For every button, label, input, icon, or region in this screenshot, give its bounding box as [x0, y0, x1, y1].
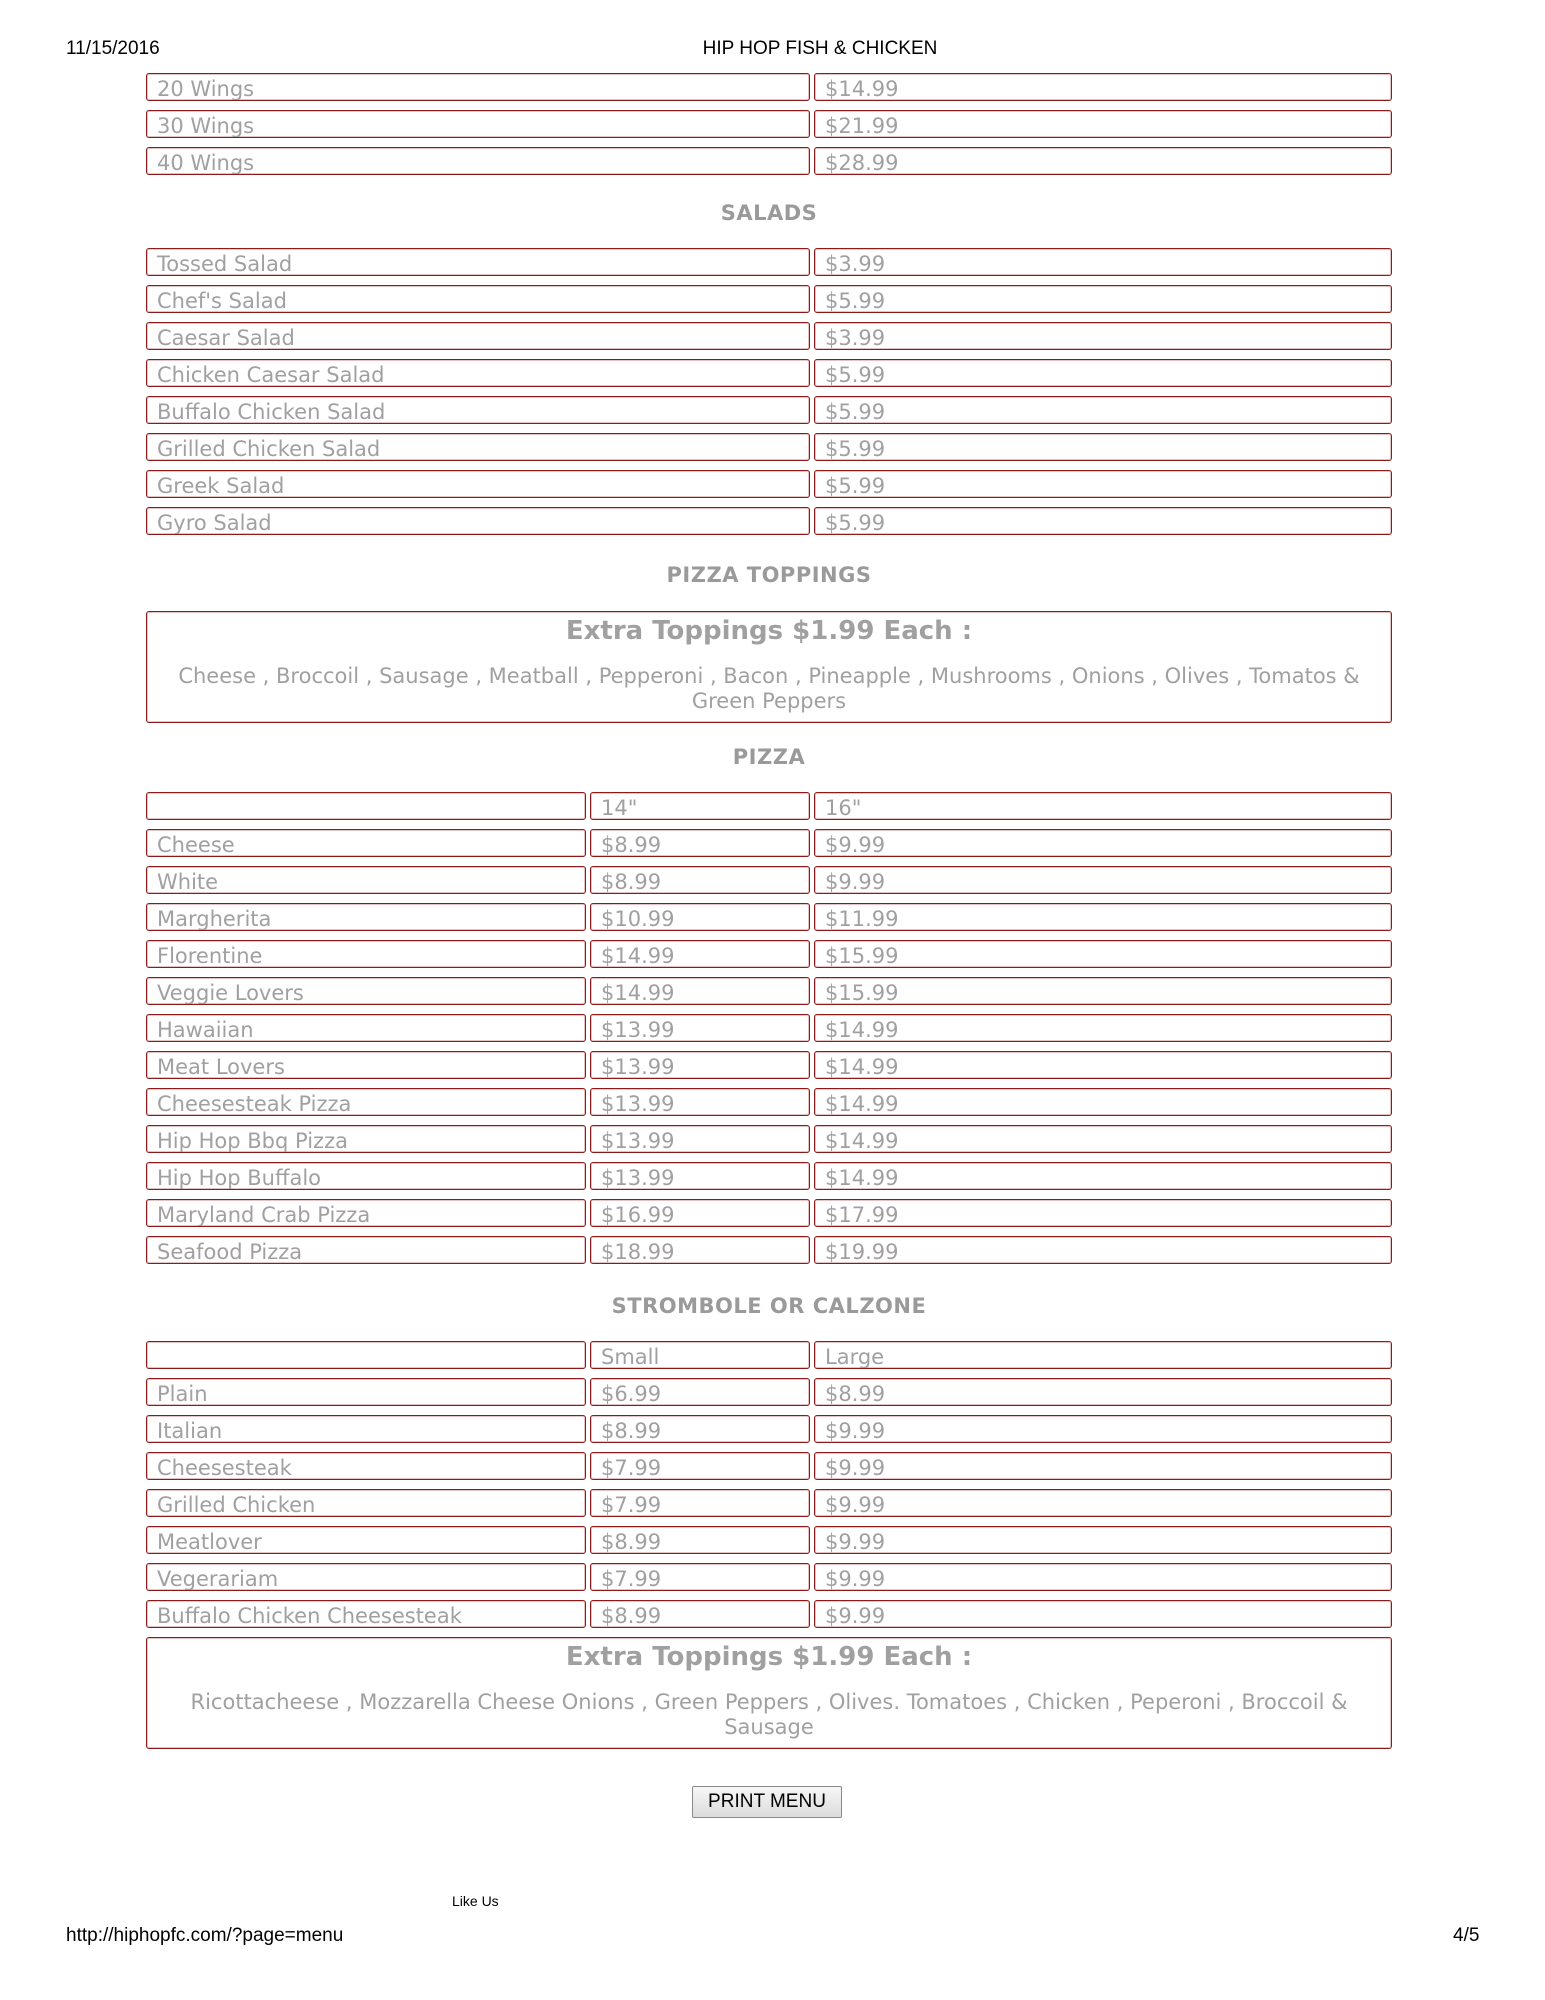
table-row	[146, 1014, 1392, 1048]
item-name: Greek Salad	[146, 470, 810, 498]
table-row	[146, 73, 1392, 107]
table-row	[146, 322, 1392, 356]
item-name: Gyro Salad	[146, 507, 810, 535]
item-price-large: $9.99	[814, 866, 1392, 894]
item-price-small: $18.99	[590, 1236, 810, 1264]
print-menu-button[interactable]: PRINT MENU	[692, 1786, 842, 1818]
table-row	[146, 396, 1392, 430]
item-price: $28.99	[814, 147, 1392, 175]
item-name: 40 Wings	[146, 147, 810, 175]
item-price: $5.99	[814, 507, 1392, 535]
item-name: Florentine	[146, 940, 586, 968]
item-name: Hip Hop Buffalo	[146, 1162, 586, 1190]
item-price: $3.99	[814, 248, 1392, 276]
item-price-large: $19.99	[814, 1236, 1392, 1264]
stromboli-title: STROMBOLE OR CALZONE	[611, 1294, 927, 1318]
item-price: $5.99	[814, 433, 1392, 461]
table-row	[146, 433, 1392, 467]
item-price-small: $13.99	[590, 1014, 810, 1042]
table-row	[146, 903, 1392, 937]
item-price-large: $9.99	[814, 1600, 1392, 1628]
item-price-small: $7.99	[590, 1563, 810, 1591]
item-name: Veggie Lovers	[146, 977, 586, 1005]
item-price-small: $7.99	[590, 1452, 810, 1480]
toppings-heading: Extra Toppings $1.99 Each :	[565, 1642, 973, 1672]
item-price-large: $9.99	[814, 829, 1392, 857]
item-price-large: $9.99	[814, 1563, 1392, 1591]
item-name: Cheesesteak	[146, 1452, 586, 1480]
item-price: $5.99	[814, 396, 1392, 424]
item-name: Plain	[146, 1378, 586, 1406]
item-name: Chef's Salad	[146, 285, 810, 313]
pizza-title: PIZZA	[732, 745, 806, 769]
like-us-link[interactable]: Like Us	[452, 1893, 499, 1909]
item-price-large: $9.99	[814, 1526, 1392, 1554]
table-row	[146, 940, 1392, 974]
item-name: Caesar Salad	[146, 322, 810, 350]
item-name: Meatlover	[146, 1526, 586, 1554]
table-row	[146, 1088, 1392, 1122]
table-row	[146, 1051, 1392, 1085]
item-price: $21.99	[814, 110, 1392, 138]
size-large-header: Large	[814, 1341, 1392, 1369]
item-name: Grilled Chicken Salad	[146, 433, 810, 461]
item-name: Hip Hop Bbq Pizza	[146, 1125, 586, 1153]
item-name: Cheese	[146, 829, 586, 857]
item-name: 30 Wings	[146, 110, 810, 138]
item-price-small: $8.99	[590, 1526, 810, 1554]
item-name: Seafood Pizza	[146, 1236, 586, 1264]
print-page-number: 4/5	[1453, 1925, 1480, 1946]
item-name: Buffalo Chicken Salad	[146, 396, 810, 424]
item-price-large: $9.99	[814, 1415, 1392, 1443]
item-name: 20 Wings	[146, 73, 810, 101]
table-row	[146, 507, 1392, 541]
item-price: $5.99	[814, 470, 1392, 498]
item-price-large: $14.99	[814, 1125, 1392, 1153]
item-price: $14.99	[814, 73, 1392, 101]
table-row	[146, 248, 1392, 282]
table-row	[146, 1415, 1392, 1449]
table-row	[146, 110, 1392, 144]
empty-header-cell	[146, 1341, 586, 1369]
item-name: Chicken Caesar Salad	[146, 359, 810, 387]
table-row	[146, 359, 1392, 393]
item-name: Cheesesteak Pizza	[146, 1088, 586, 1116]
item-price: $5.99	[814, 285, 1392, 313]
table-row	[146, 1489, 1392, 1523]
table-row	[146, 829, 1392, 863]
item-price: $5.99	[814, 359, 1392, 387]
pizza-toppings-box	[146, 611, 1392, 723]
table-header-row	[146, 792, 1392, 826]
size-small-header: Small	[590, 1341, 810, 1369]
item-name: Vegerariam	[146, 1563, 586, 1591]
item-price-large: $14.99	[814, 1014, 1392, 1042]
item-price-small: $14.99	[590, 940, 810, 968]
item-price: $3.99	[814, 322, 1392, 350]
table-row	[146, 977, 1392, 1011]
item-name: Tossed Salad	[146, 248, 810, 276]
table-row	[146, 1162, 1392, 1196]
item-price-small: $16.99	[590, 1199, 810, 1227]
item-price-small: $8.99	[590, 1600, 810, 1628]
item-name: Italian	[146, 1415, 586, 1443]
table-row	[146, 470, 1392, 504]
table-header-row	[146, 1341, 1392, 1375]
item-name: Hawaiian	[146, 1014, 586, 1042]
table-row	[146, 866, 1392, 900]
toppings-list: Cheese , Broccoil , Sausage , Meatball , Pepperoni , Bacon , Pineapple , Mushrooms , Onions , Olives , Tomatos & Green Peppers	[178, 664, 1360, 713]
item-name: Margherita	[146, 903, 586, 931]
item-price-small: $6.99	[590, 1378, 810, 1406]
item-price-large: $9.99	[814, 1489, 1392, 1517]
item-price-small: $8.99	[590, 1415, 810, 1443]
print-page-title: HIP HOP FISH & CHICKEN	[702, 38, 938, 59]
table-row	[146, 1600, 1392, 1634]
item-price-large: $9.99	[814, 1452, 1392, 1480]
item-price-large: $17.99	[814, 1199, 1392, 1227]
print-url: http://hiphopfc.com/?page=menu	[66, 1925, 344, 1946]
table-row	[146, 1452, 1392, 1486]
item-name: Meat Lovers	[146, 1051, 586, 1079]
size-large-header: 16"	[814, 792, 1392, 820]
item-name: Maryland Crab Pizza	[146, 1199, 586, 1227]
stromboli-toppings-box	[146, 1637, 1392, 1749]
pizza-toppings-title: PIZZA TOPPINGS	[666, 563, 872, 587]
item-price-large: $15.99	[814, 977, 1392, 1005]
item-price-small: $13.99	[590, 1051, 810, 1079]
salads-title: SALADS	[720, 201, 818, 225]
table-row	[146, 1199, 1392, 1233]
item-price-small: $14.99	[590, 977, 810, 1005]
table-row	[146, 1526, 1392, 1560]
item-name: Buffalo Chicken Cheesesteak	[146, 1600, 586, 1628]
item-price-large: $11.99	[814, 903, 1392, 931]
item-price-small: $13.99	[590, 1125, 810, 1153]
item-price-large: $8.99	[814, 1378, 1392, 1406]
empty-header-cell	[146, 792, 586, 820]
item-price-small: $13.99	[590, 1162, 810, 1190]
table-row	[146, 1563, 1392, 1597]
item-price-small: $8.99	[590, 866, 810, 894]
print-date: 11/15/2016	[66, 38, 160, 59]
item-price-large: $14.99	[814, 1051, 1392, 1079]
item-name: Grilled Chicken	[146, 1489, 586, 1517]
table-row	[146, 147, 1392, 181]
item-price-small: $13.99	[590, 1088, 810, 1116]
item-price-large: $14.99	[814, 1088, 1392, 1116]
item-price-large: $14.99	[814, 1162, 1392, 1190]
toppings-list: Ricottacheese , Mozzarella Cheese Onions , Green Peppers , Olives. Tomatoes , Chicken , Peperoni , Broccoil & Sausage	[190, 1690, 1348, 1739]
item-price-small: $7.99	[590, 1489, 810, 1517]
table-row	[146, 1236, 1392, 1270]
table-row	[146, 1125, 1392, 1159]
item-price-small: $8.99	[590, 829, 810, 857]
toppings-heading: Extra Toppings $1.99 Each :	[565, 616, 973, 646]
item-name: White	[146, 866, 586, 894]
item-price-small: $10.99	[590, 903, 810, 931]
table-row	[146, 1378, 1392, 1412]
size-small-header: 14"	[590, 792, 810, 820]
item-price-large: $15.99	[814, 940, 1392, 968]
table-row	[146, 285, 1392, 319]
